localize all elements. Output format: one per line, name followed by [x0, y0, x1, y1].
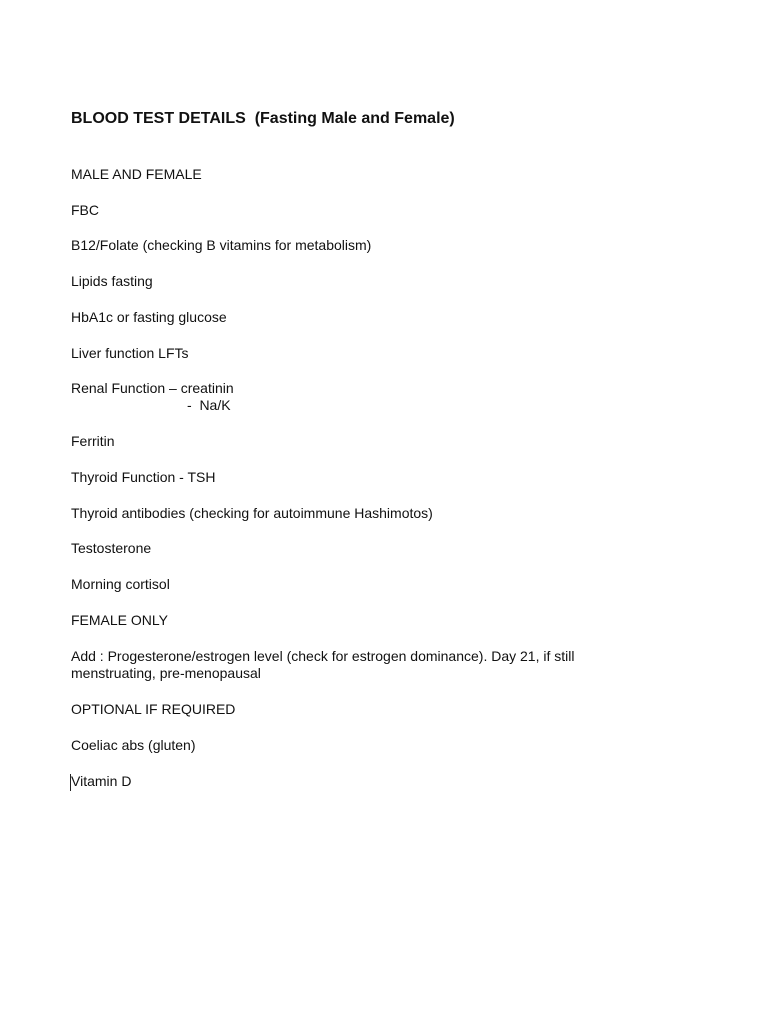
section-heading-optional: OPTIONAL IF REQUIRED — [71, 701, 236, 717]
test-item-thyroid-antibodies: Thyroid antibodies (checking for autoimmune Hashimotos) — [71, 505, 433, 521]
section-heading-male-female: MALE AND FEMALE — [71, 166, 202, 182]
test-item-progesterone-estrogen: Add : Progesterone/estrogen level (check for estrogen dominance). Day 21, if still menstruating, pre-menopausal — [71, 648, 575, 681]
test-item-liver-function: Liver function LFTs — [71, 345, 189, 361]
test-item-b12-folate: B12/Folate (checking B vitamins for metabolism) — [71, 237, 372, 253]
test-item-coeliac: Coeliac abs (gluten) — [71, 737, 196, 753]
section-heading-female-only: FEMALE ONLY — [71, 612, 168, 628]
test-item-vitamin-d: Vitamin D — [71, 773, 132, 789]
test-item-testosterone: Testosterone — [71, 540, 152, 556]
test-item-ferritin: Ferritin — [71, 433, 115, 449]
document-title: BLOOD TEST DETAILS (Fasting Male and Female) — [71, 110, 455, 127]
test-item-renal-sub-na-k: - Na/K — [187, 397, 231, 413]
test-item-fbc: FBC — [71, 202, 99, 218]
test-item-thyroid-function: Thyroid Function - TSH — [71, 469, 216, 485]
test-item-morning-cortisol: Morning cortisol — [71, 576, 170, 592]
test-item-hba1c: HbA1c or fasting glucose — [71, 309, 227, 325]
test-item-lipids: Lipids fasting — [71, 273, 153, 289]
test-item-renal-function: Renal Function – creatinin — [71, 380, 234, 396]
text-cursor — [70, 774, 71, 791]
